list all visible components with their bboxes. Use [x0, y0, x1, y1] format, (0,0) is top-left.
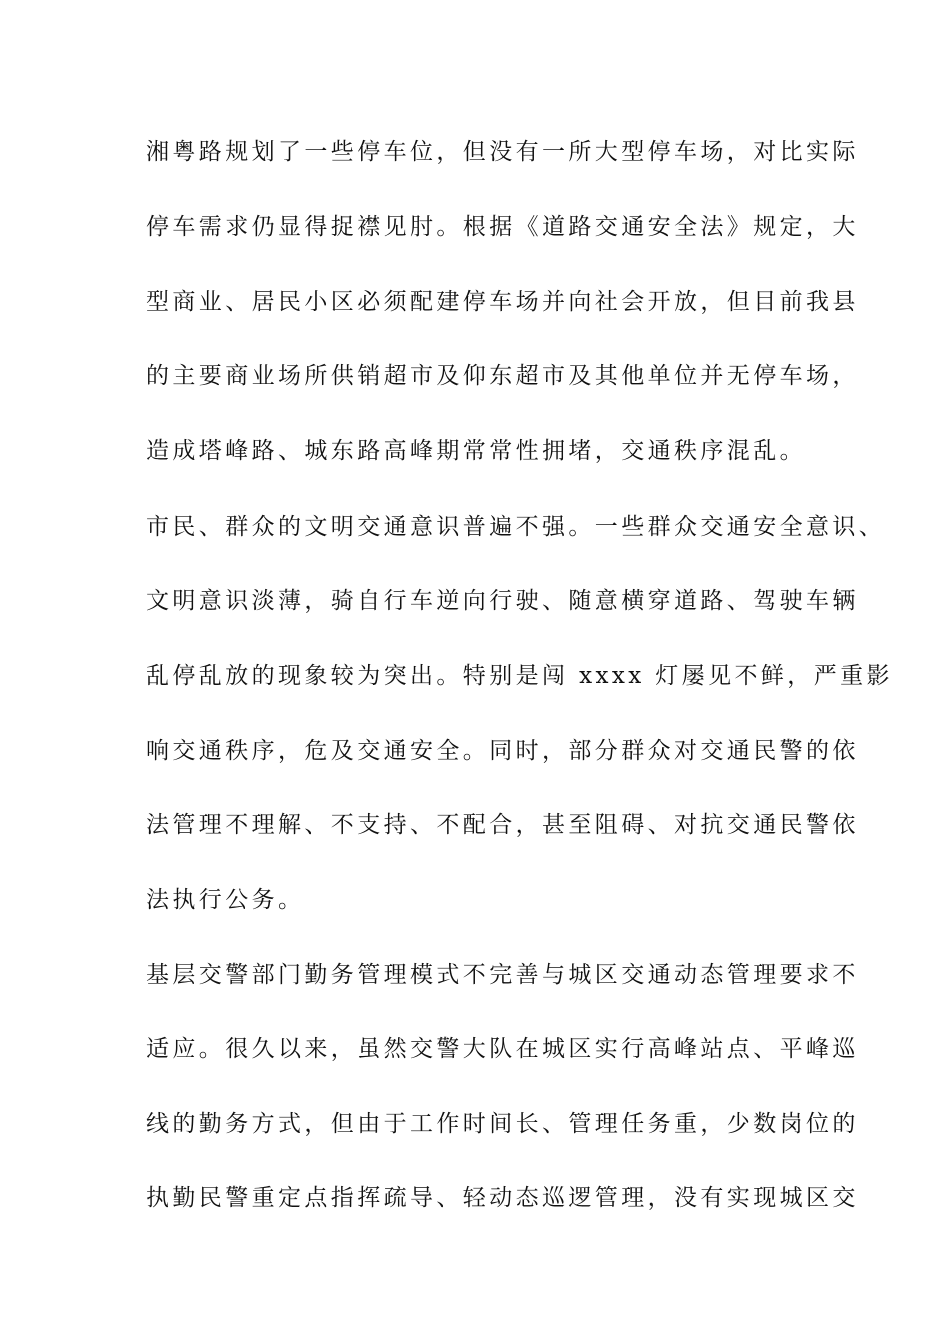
text-line: 造成塔峰路、城东路高峰期常常性拥堵，交通秩序混乱。: [146, 438, 806, 464]
text-line: 湘粤路规划了一些停车位，但没有一所大型停车场，对比实际: [146, 139, 859, 165]
text-line: 的主要商业场所供销超市及仰东超市及其他单位并无停车场，: [146, 363, 859, 389]
text-line: 基层交警部门勤务管理模式不完善与城区交通动态管理要求不: [146, 962, 859, 988]
text-line: 法执行公务。: [146, 887, 305, 913]
text-line: 适应。很久以来，虽然交警大队在城区实行高峰站点、平峰巡: [146, 1036, 859, 1062]
text-line: 型商业、居民小区必须配建停车场并向社会开放，但目前我县: [146, 289, 859, 315]
text-line: 响交通秩序，危及交通安全。同时，部分群众对交通民警的依: [146, 738, 859, 764]
text-line: 停车需求仍显得捉襟见肘。根据《道路交通安全法》规定，大: [146, 214, 859, 240]
text-line: 法管理不理解、不支持、不配合，甚至阻碍、对抗交通民警依: [146, 812, 859, 838]
text-line: 执勤民警重定点指挥疏导、轻动态巡逻管理，没有实现城区交: [146, 1185, 859, 1211]
text-line: 文明意识淡薄，骑自行车逆向行驶、随意横穿道路、驾驶车辆: [146, 588, 859, 614]
text-line: 乱停乱放的现象较为突出。特别是闯 xxxx 灯屡见不鲜，严重影: [146, 663, 893, 689]
text-line: 市民、群众的文明交通意识普遍不强。一些群众交通安全意识、: [146, 514, 886, 540]
text-line: 线的勤务方式，但由于工作时间长、管理任务重，少数岗位的: [146, 1111, 859, 1137]
